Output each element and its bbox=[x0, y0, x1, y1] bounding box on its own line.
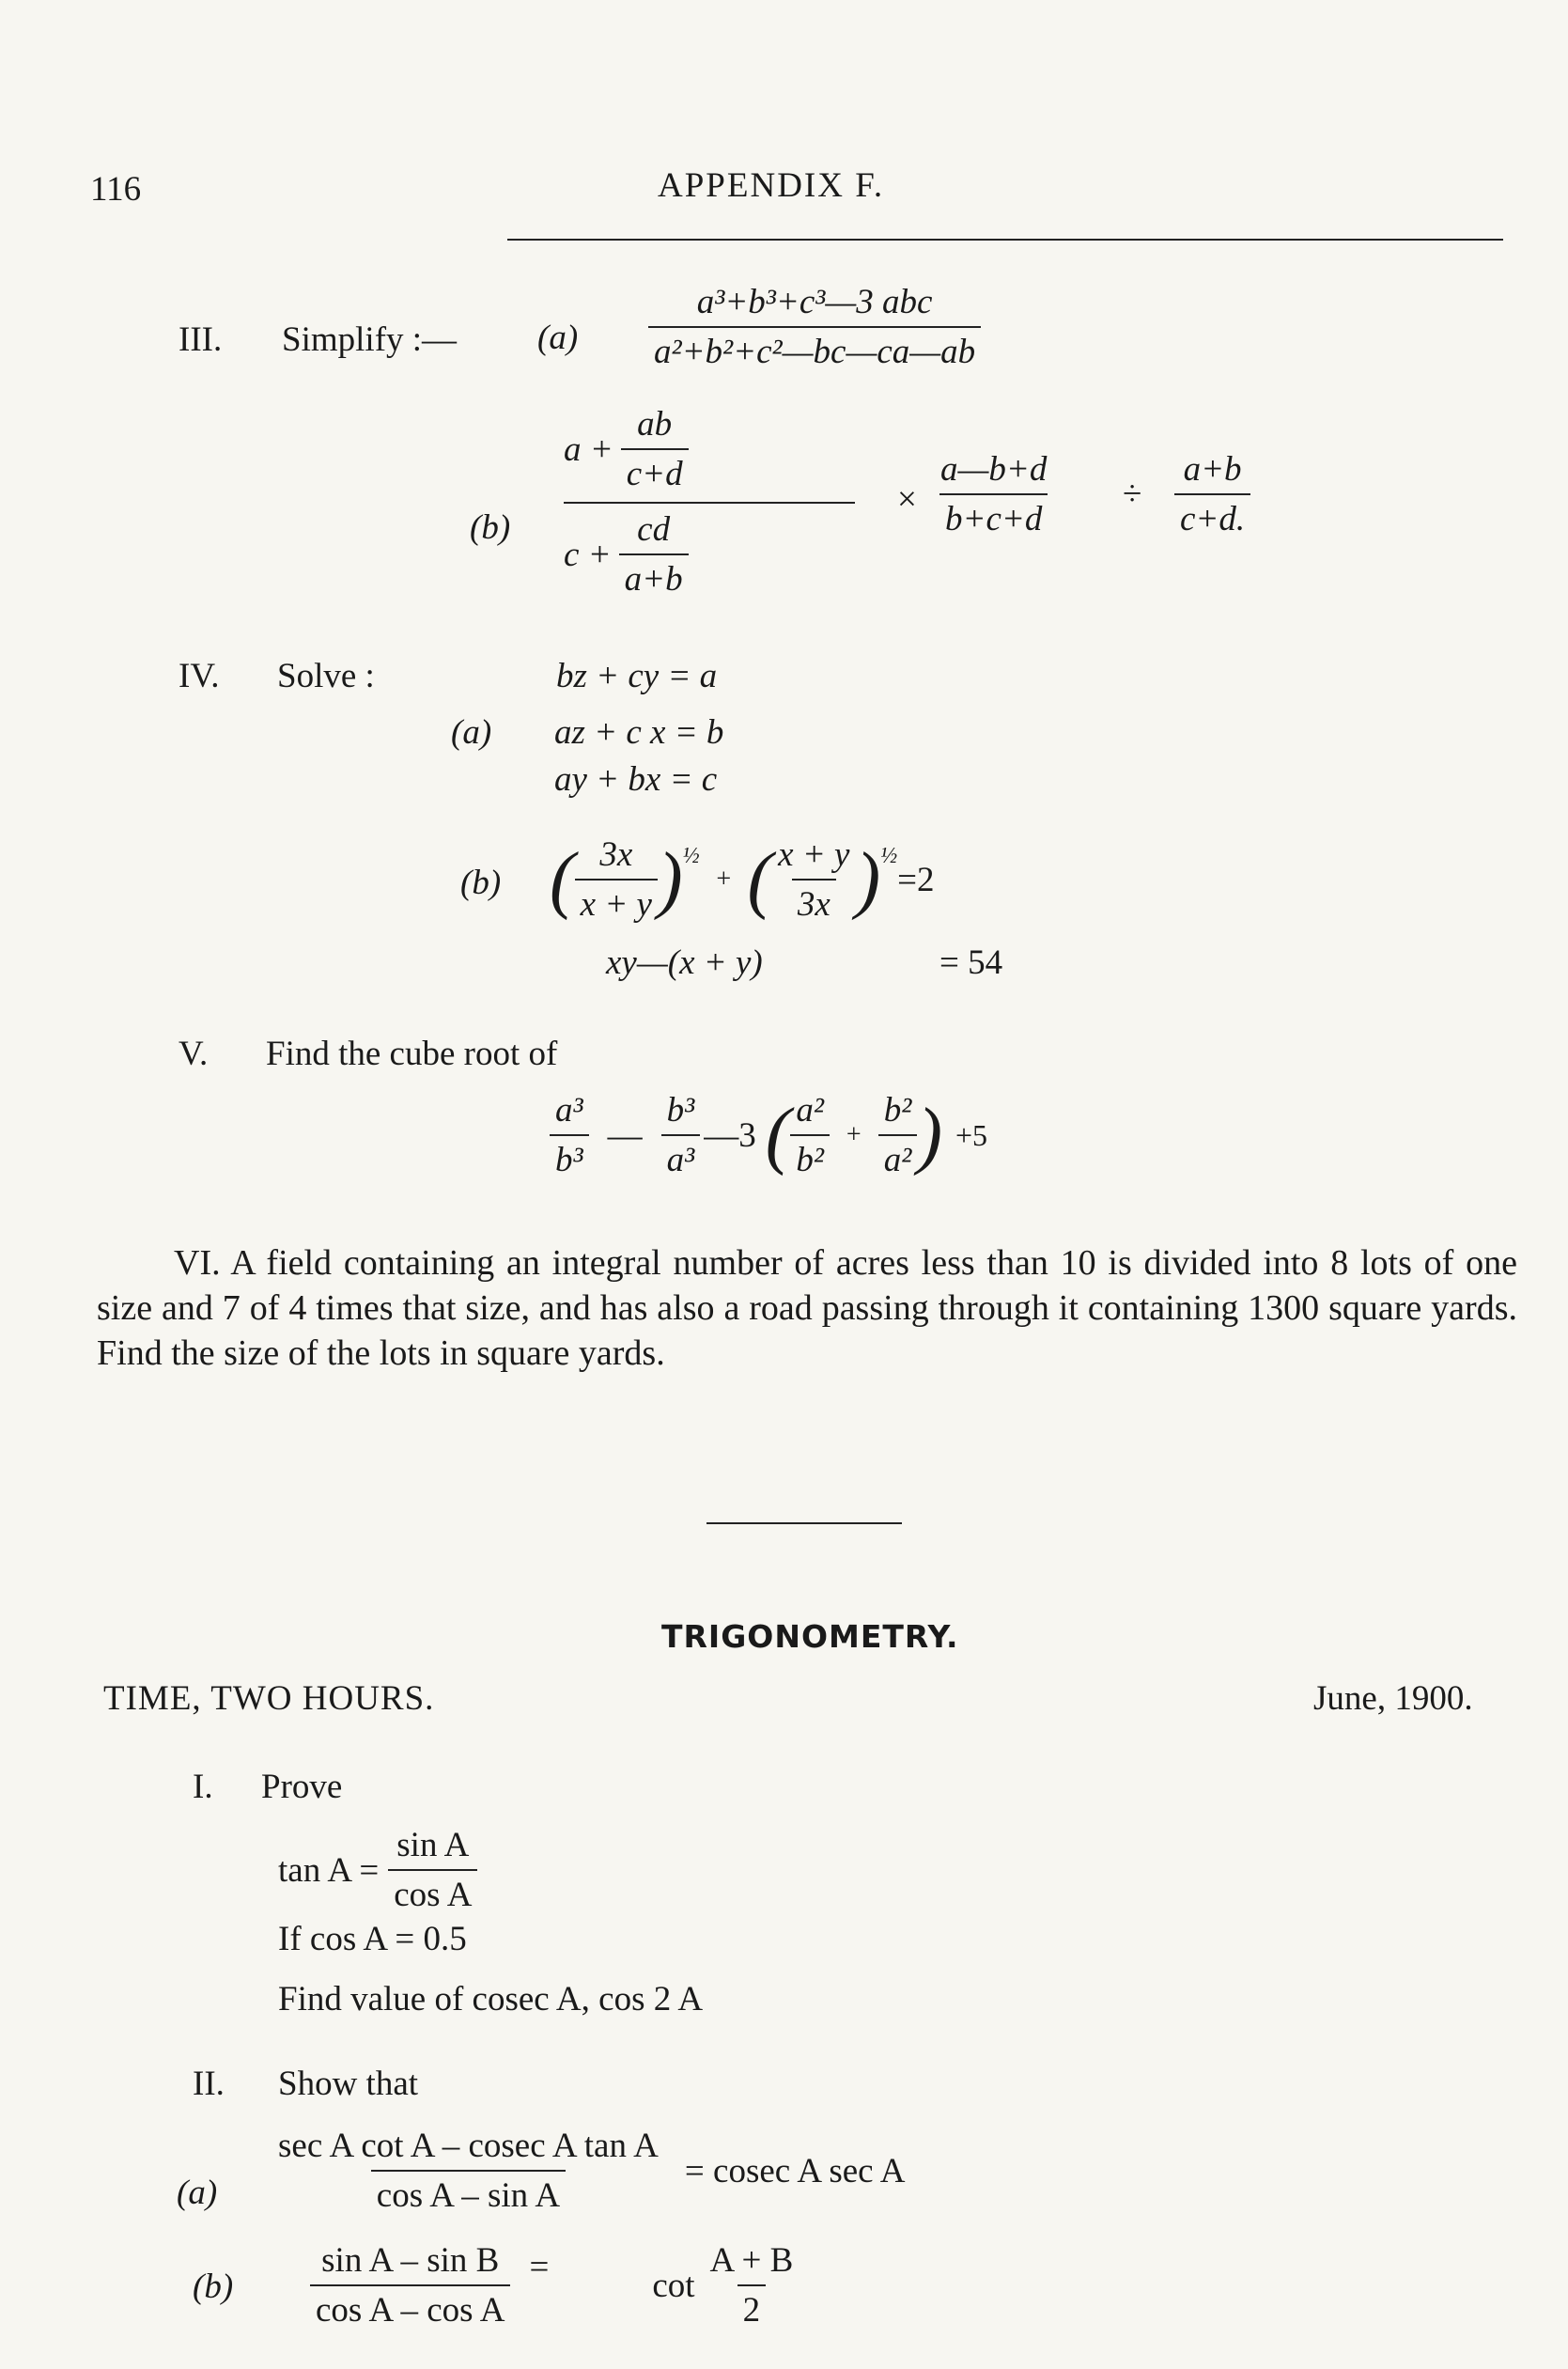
q5-plus: + bbox=[846, 1120, 862, 1149]
trig-q2b-equals: = bbox=[529, 2247, 550, 2286]
q4-label: Solve : bbox=[277, 657, 375, 695]
q3b-times: × bbox=[897, 480, 917, 519]
q4b-equation-1 bbox=[550, 834, 934, 925]
trig-q1-number: I. bbox=[193, 1768, 213, 1806]
trig-q2b-cot: cot bbox=[652, 2266, 695, 2305]
page-number: 116 bbox=[90, 170, 142, 209]
q4a-eq2: az + c x = b bbox=[554, 713, 724, 752]
q5-number: V. bbox=[179, 1035, 209, 1073]
trig-q1-line2: If cos A = 0.5 bbox=[278, 1920, 467, 1958]
q4b-exp-2: ½ bbox=[880, 843, 898, 868]
trig-q1-formula bbox=[278, 1825, 477, 1915]
q3b-complex-fraction bbox=[564, 404, 855, 600]
q5-tail: +5 bbox=[955, 1117, 987, 1152]
q5-f1-num: a³ bbox=[555, 1091, 583, 1130]
q5-paren-close: ) bbox=[917, 1094, 942, 1177]
q5-label: Find the cube root of bbox=[266, 1035, 558, 1073]
q5-f3-num: a² bbox=[796, 1091, 824, 1130]
q3-number: III. bbox=[179, 320, 223, 359]
q3b-top-num: ab bbox=[637, 405, 673, 444]
trig-q2b-num: sin A – sin B bbox=[321, 2241, 500, 2280]
q3b-main-bar bbox=[564, 502, 855, 504]
q4b-f1-den: x + y bbox=[575, 879, 658, 925]
q3b-f3-den: c+d. bbox=[1174, 493, 1250, 539]
q6-number: VI. bbox=[174, 1243, 221, 1283]
q4b-eq2-rhs: = 54 bbox=[939, 943, 1003, 982]
trig-q2a-formula bbox=[272, 2126, 906, 2216]
q5-f2-den: a³ bbox=[661, 1134, 701, 1180]
section-divider bbox=[706, 1522, 902, 1524]
q4a-tag: (a) bbox=[451, 713, 492, 752]
q4b-rhs: =2 bbox=[897, 860, 935, 899]
q4a-eq1: bz + cy = a bbox=[556, 657, 718, 695]
trig-q1-den: cos A bbox=[388, 1869, 477, 1915]
q4b-f1-num: 3x bbox=[599, 835, 633, 874]
trig-q2a-tag: (a) bbox=[177, 2174, 218, 2212]
q6-text: A field containing an integral number of acres less than 10 is divided into 8 lots of one size and 7 of 4 times that size, and has also a road passing through it containing 1300 square yards. Find the size of the lots in square yards. bbox=[97, 1243, 1517, 1373]
trig-time: TIME, TWO HOURS. bbox=[103, 1679, 435, 1718]
trig-q2a-rhs: = cosec A sec A bbox=[684, 2151, 906, 2190]
q3b-fraction-3 bbox=[1174, 449, 1250, 539]
trig-q2b-rnum: A + B bbox=[709, 2241, 794, 2280]
q4b-paren-open-2: ( bbox=[747, 838, 773, 921]
q3b-tag: (b) bbox=[470, 508, 511, 547]
trig-q2b-formula bbox=[310, 2240, 799, 2330]
q3a-tag: (a) bbox=[537, 319, 579, 357]
trig-q2-number: II. bbox=[193, 2065, 225, 2103]
q4b-paren-open-1: ( bbox=[550, 838, 575, 921]
q5-f4-num: b² bbox=[883, 1091, 912, 1130]
q5-f4-den: a² bbox=[878, 1134, 918, 1180]
trig-q2b-tag: (b) bbox=[193, 2268, 234, 2306]
q4b-paren-close-2: ) bbox=[855, 838, 881, 921]
q4b-exp-1: ½ bbox=[682, 843, 700, 868]
page-title: APPENDIX F. bbox=[658, 166, 885, 205]
trig-q2b-rden: 2 bbox=[737, 2284, 767, 2330]
q3b-fraction-2 bbox=[935, 449, 1052, 539]
q5-f1-den: b³ bbox=[550, 1134, 589, 1180]
q5-minus: — bbox=[607, 1115, 643, 1155]
q4b-f2-num: x + y bbox=[778, 835, 850, 874]
trig-date: June, 1900. bbox=[1313, 1679, 1473, 1718]
q3b-top-den: c+d bbox=[621, 448, 689, 494]
q6-paragraph bbox=[97, 1240, 1517, 1376]
trig-q1-label: Prove bbox=[261, 1768, 343, 1806]
q3a-fraction bbox=[648, 282, 981, 372]
q3b-bottom-lead: c + bbox=[564, 535, 612, 574]
q4-number: IV. bbox=[179, 657, 220, 695]
q4b-f2-den: 3x bbox=[792, 879, 836, 925]
q4b-eq2-lhs: xy—(x + y) bbox=[606, 943, 763, 982]
q3b-top-lead: a + bbox=[564, 429, 613, 469]
q4b-paren-close-1: ) bbox=[657, 838, 683, 921]
q5-minus-three: —3 bbox=[704, 1115, 756, 1155]
trig-heading: TRIGONOMETRY. bbox=[661, 1618, 959, 1655]
trig-q2a-num: sec A cot A – cosec A tan A bbox=[278, 2127, 659, 2165]
q3b-f3-num: a+b bbox=[1183, 450, 1242, 489]
q3b-divide: ÷ bbox=[1123, 475, 1142, 513]
trig-q2-label: Show that bbox=[278, 2065, 419, 2103]
q5-f3-den: b² bbox=[790, 1134, 830, 1180]
q3-label: Simplify :— bbox=[282, 320, 458, 359]
q4b-tag: (b) bbox=[460, 864, 502, 902]
trig-q2a-den: cos A – sin A bbox=[371, 2170, 566, 2216]
q3a-denominator: a²+b²+c²—bc—ca—ab bbox=[648, 326, 981, 372]
q3b-bottom-den: a+b bbox=[619, 553, 689, 600]
q5-f2-num: b³ bbox=[666, 1091, 695, 1130]
q3b-f2-num: a—b+d bbox=[940, 450, 1048, 489]
q5-expression bbox=[550, 1090, 987, 1180]
q4a-eq3: ay + bx = c bbox=[554, 760, 718, 799]
trig-q2b-den: cos A – cos A bbox=[310, 2284, 510, 2330]
trig-q1-line3: Find value of cosec A, cos 2 A bbox=[278, 1980, 704, 2018]
trig-q1-lhs: tan A = bbox=[278, 1850, 380, 1890]
header-rule bbox=[507, 239, 1503, 241]
q3b-bottom-num: cd bbox=[637, 510, 671, 549]
q5-paren-open: ( bbox=[765, 1094, 791, 1177]
q4b-plus: + bbox=[714, 865, 733, 894]
q3a-numerator: a³+b³+c³—3 abc bbox=[696, 283, 933, 321]
trig-q1-num: sin A bbox=[396, 1826, 470, 1864]
q3b-f2-den: b+c+d bbox=[939, 493, 1048, 539]
